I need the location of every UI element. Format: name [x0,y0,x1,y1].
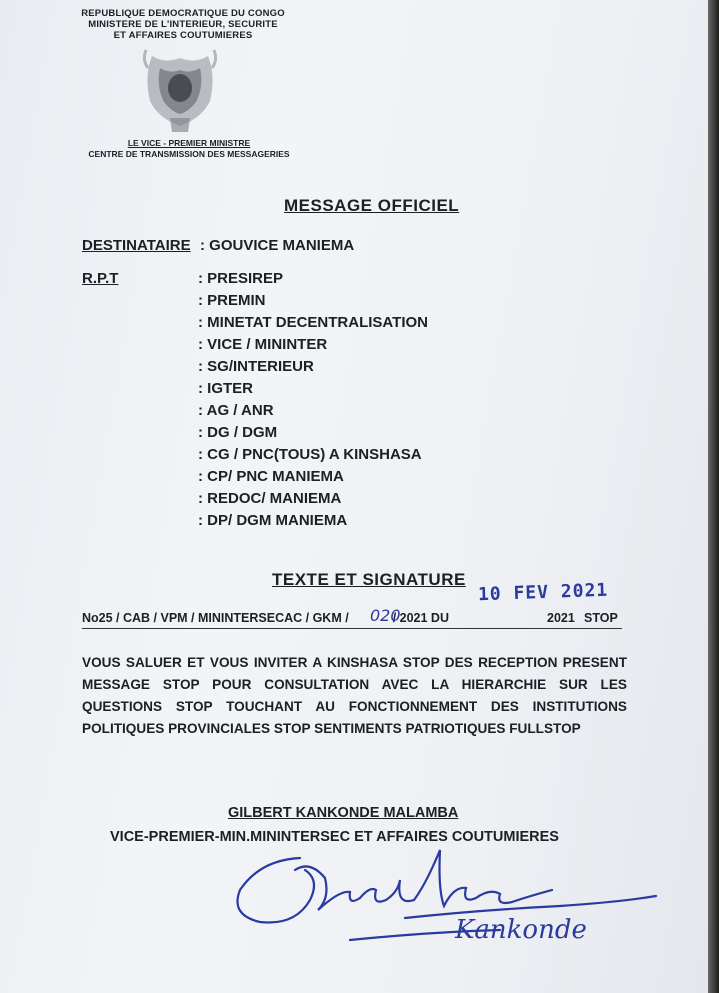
letterhead [68,8,298,41]
rpt-item: : DP/ DGM MANIEMA [198,512,348,529]
rpt-item: : PREMIN [198,292,266,309]
page-edge [708,0,719,993]
rpt-item: : MINETAT DECENTRALISATION [198,314,428,331]
destinataire-value: : GOUVICE MANIEMA [200,237,355,254]
reference-year: 2021 [547,611,575,625]
reference-prefix: No25 / CAB / VPM / MININTERSECAC / GKM / [82,611,349,625]
rpt-item: : VICE / MININTER [198,336,328,353]
destinataire-label: DESTINATAIRE [82,237,191,254]
message-line: MESSAGE STOP POUR CONSULTATION AVEC LA HIERARCHIE SUR LES [82,677,627,692]
message-line: POLITIQUES PROVINCIALES STOP SENTIMENTS PATRIOTIQUES FULLSTOP [82,721,581,736]
rpt-item: : AG / ANR [198,402,274,419]
signatory-name: GILBERT KANKONDE MALAMBA [228,805,459,821]
rpt-item: : DG / DGM [198,424,278,441]
handwritten-date: 10 FEV 2021 [477,579,609,606]
texte-signature-title: TEXTE ET SIGNATURE [272,570,466,589]
rpt-item: : CG / PNC(TOUS) A KINSHASA [198,446,422,463]
rpt-item: : SG/INTERIEUR [198,358,314,375]
handwritten-signature [200,840,680,955]
rpt-item: : PRESIREP [198,270,284,287]
rpt-item: : IGTER [198,380,253,397]
reference-suffix: / 2021 DU [392,611,449,625]
coat-of-arms-icon [140,46,220,141]
office-block [84,138,294,160]
transmission-centre: CENTRE DE TRANSMISSION DES MESSAGERIES [88,149,290,159]
rpt-list [198,268,428,532]
message-line: QUESTIONS STOP TOUCHANT AU FONCTIONNEMENT DES INSTITUTIONS [82,699,627,714]
signature-surname: Kankonde [455,915,587,945]
document-title: MESSAGE OFFICIEL [284,196,460,215]
reference-stop: STOP [584,611,618,625]
letterhead-line-1: REPUBLIQUE DEMOCRATIQUE DU CONGO [81,8,285,19]
office-title: LE VICE - PREMIER MINISTRE [127,138,251,148]
rpt-label: R.P.T [82,270,119,287]
rpt-item: : CP/ PNC MANIEMA [198,468,344,485]
rpt-item: : REDOC/ MANIEMA [198,490,342,507]
letterhead-line-2: MINISTERE DE L'INTERIEUR, SECURITE [88,19,278,30]
handwritten-reference-number: 020 [370,606,401,625]
message-line: VOUS SALUER ET VOUS INVITER A KINSHASA STOP DES RECEPTION PRESENT [82,655,627,670]
signatory-title: VICE-PREMIER-MIN.MININTERSEC ET AFFAIRES COUTUMIERES [110,829,559,845]
message-body [82,652,627,740]
letterhead-line-3: ET AFFAIRES COUTUMIERES [113,30,253,41]
